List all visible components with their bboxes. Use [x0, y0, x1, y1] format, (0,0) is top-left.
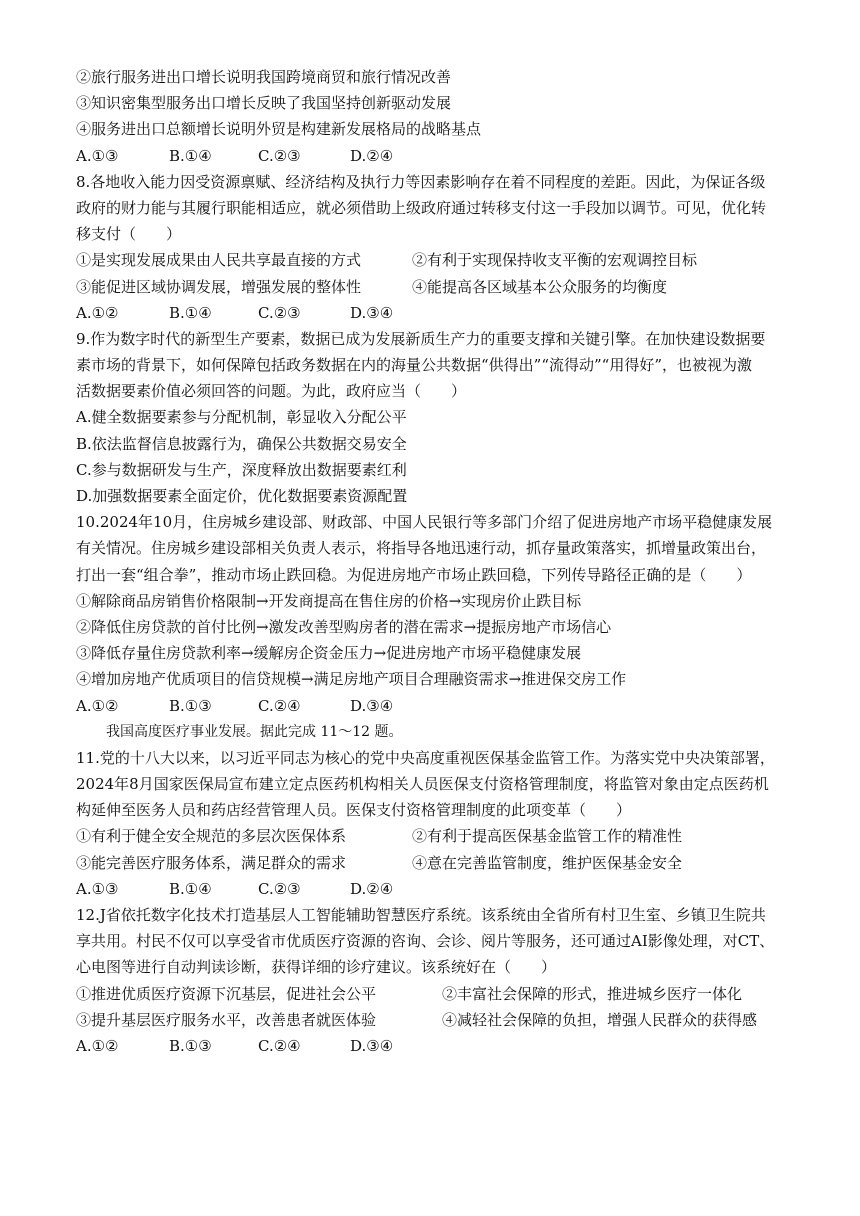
q8-item-3: ③能促进区域协调发展，增强发展的整体性	[76, 277, 362, 296]
q11-item-1: ①有利于健全安全规范的多层次医保体系	[76, 827, 347, 846]
q8-item-1: ①是实现发展成果由人民共享最直接的方式	[76, 251, 362, 270]
q10-stem-line-1: 10.2024年10月，住房城乡建设部、财政部、中国人民银行等多部门介绍了促进房地产市场平稳健康发展	[76, 513, 773, 532]
q12-item-2: ②丰富社会保障的形式，推进城乡医疗一体化	[442, 984, 743, 1003]
q8-stem-line-2: 政府的财力能与其履行职能相适应，就必须借助上级政府通过转移支付这一手段加以调节。可见，优化转	[76, 198, 767, 217]
q12-stem-line-2: 享共用。村民不仅可以享受省市优质医疗资源的咨询、会诊、阅片等服务，还可通过AI影像处理，对CT、	[76, 932, 775, 951]
q8-option-a[interactable]: A.①②	[76, 303, 119, 322]
q9-choice-b[interactable]: B.依法监督信息披露行为，确保公共数据交易安全	[76, 434, 407, 453]
q11-item-4: ④意在完善监管制度，维护医保基金安全	[412, 853, 683, 872]
q12-items-row-2	[76, 1007, 796, 1033]
section-intro: 我国高度医疗事业发展。据此完成 11～12 题。	[106, 723, 403, 740]
q12-option-a[interactable]: A.①②	[76, 1036, 119, 1055]
q9-choice-c[interactable]: C.参与数据研发与生产，深度释放出数据要素红利	[76, 460, 407, 479]
q11-option-b[interactable]: B.①④	[169, 879, 212, 898]
q7-item-2: ②旅行服务进出口增长说明我国跨境商贸和旅行情况改善	[76, 68, 452, 86]
q12-option-b[interactable]: B.①③	[169, 1036, 212, 1055]
q10-item-4: ④增加房地产优质项目的信贷规模→满足房地产项目合理融资需求→推进保交房工作	[76, 670, 627, 689]
q11-item-2: ②有利于提高医保基金监管工作的精准性	[412, 827, 683, 846]
q8-options	[76, 300, 796, 326]
q11-options	[76, 876, 796, 902]
q7-option-d[interactable]: D.②④	[350, 146, 394, 165]
q11-stem-line-2: 2024年8月国家医保局宣布建立定点医药机构相关人员医保支付资格管理制度，将监管对象由定点医药机	[76, 775, 769, 794]
question-12	[76, 902, 796, 1059]
q9-choice-a[interactable]: A.健全数据要素参与分配机制，彰显收入分配公平	[76, 408, 407, 427]
q12-item-4: ④减轻社会保障的负担，增强人民群众的获得感	[442, 1010, 758, 1029]
q9-stem-line-2: 素市场的背景下，如何保障包括政务数据在内的海量公共数据“供得出”“流得动”“用得好”，也被视为激	[76, 356, 753, 375]
q11-items-row-2	[76, 850, 796, 876]
q11-option-a[interactable]: A.①③	[76, 879, 119, 898]
q12-option-c[interactable]: C.②④	[258, 1036, 301, 1055]
q11-stem-line-3: 构延伸至医务人员和药店经营管理人员。医保支付资格管理制度的此项变革（ ）	[76, 801, 632, 820]
q10-stem-line-3: 打出一套“组合拳”，推动市场止跌回稳。为促进房地产市场止跌回稳，下列传导路径正确的是（ ）	[76, 565, 752, 584]
q7-item-3: ③知识密集型服务出口增长反映了我国坚持创新驱动发展	[76, 94, 452, 113]
q8-item-2: ②有利于实现保持收支平衡的宏观调控目标	[412, 251, 698, 270]
q9-stem-line-3: 活数据要素价值必须回答的问题。为此，政府应当（ ）	[76, 382, 467, 401]
q8-option-b[interactable]: B.①④	[169, 303, 212, 322]
q11-item-3: ③能完善医疗服务体系，满足群众的需求	[76, 853, 347, 872]
q7-options	[76, 143, 796, 169]
q10-option-b[interactable]: B.①③	[169, 696, 212, 715]
q7-option-c[interactable]: C.②③	[258, 146, 301, 165]
q7-option-b[interactable]: B.①④	[169, 146, 212, 165]
q8-stem-line-3: 移支付（ ）	[76, 225, 182, 244]
q12-items-row-1	[76, 981, 796, 1007]
q7-option-a[interactable]: A.①③	[76, 146, 119, 165]
q12-stem-line-1: 12.J省依托数字化技术打造基层人工智能辅助智慧医疗系统。该系统由全省所有村卫生室、乡镇卫生院共	[76, 906, 766, 924]
q7-item-4: ④服务进出口总额增长说明外贸是构建新发展格局的战略基点	[76, 120, 482, 139]
exam-page	[76, 64, 796, 1059]
q11-option-d[interactable]: D.②④	[350, 879, 394, 898]
q11-stem-line-1: 11.党的十八大以来，以习近平同志为核心的党中央高度重视医保基金监管工作。为落实党中央决策部署，	[76, 748, 775, 767]
q10-options	[76, 693, 796, 719]
q10-option-d[interactable]: D.③④	[350, 696, 394, 715]
question-8	[76, 169, 796, 326]
q10-item-2: ②降低住房贷款的首付比例→激发改善型购房者的潜在需求→提振房地产市场信心	[76, 617, 612, 636]
q8-item-4: ④能提高各区域基本公众服务的均衡度	[412, 277, 668, 296]
q11-option-c[interactable]: C.②③	[258, 879, 301, 898]
q12-stem-line-3: 心电图等进行自动判读诊断，获得详细的诊疗建议。该系统好在（ ）	[76, 958, 557, 977]
q8-option-c[interactable]: C.②③	[258, 303, 301, 322]
q10-option-a[interactable]: A.①②	[76, 696, 119, 715]
question-10	[76, 509, 796, 719]
q10-item-3: ③降低存量住房贷款利率→缓解房企资金压力→促进房地产市场平稳健康发展	[76, 644, 582, 663]
q11-items-row-1	[76, 823, 796, 849]
question-7	[76, 64, 796, 169]
q8-stem-line-1: 8.各地收入能力因受资源禀赋、经济结构及执行力等因素影响存在着不同程度的差距。因此，为保证各级	[76, 172, 766, 191]
q9-stem-line-1: 9.作为数字时代的新型生产要素，数据已成为发展新质生产力的重要支撑和关键引擎。在加快建设数据要	[76, 329, 766, 348]
question-11	[76, 745, 796, 902]
q8-items-row-2	[76, 274, 796, 300]
q10-option-c[interactable]: C.②④	[258, 696, 301, 715]
q10-stem-line-2: 有关情况。住房城乡建设部相关负责人表示，将指导各地迅速行动，抓存量政策落实，抓增量政策出台，	[76, 539, 767, 558]
q12-options	[76, 1033, 796, 1059]
question-9	[76, 326, 796, 509]
q8-option-d[interactable]: D.③④	[350, 303, 394, 322]
q8-items-row-1	[76, 247, 796, 273]
q9-choice-d[interactable]: D.加强数据要素全面定价，优化数据要素资源配置	[76, 487, 408, 505]
q10-item-1: ①解除商品房销售价格限制→开发商提高在售住房的价格→实现房价止跌目标	[76, 591, 582, 610]
q12-item-1: ①推进优质医疗资源下沉基层，促进社会公平	[76, 984, 377, 1003]
q12-option-d[interactable]: D.③④	[350, 1036, 394, 1055]
q12-item-3: ③提升基层医疗服务水平，改善患者就医体验	[76, 1010, 377, 1029]
